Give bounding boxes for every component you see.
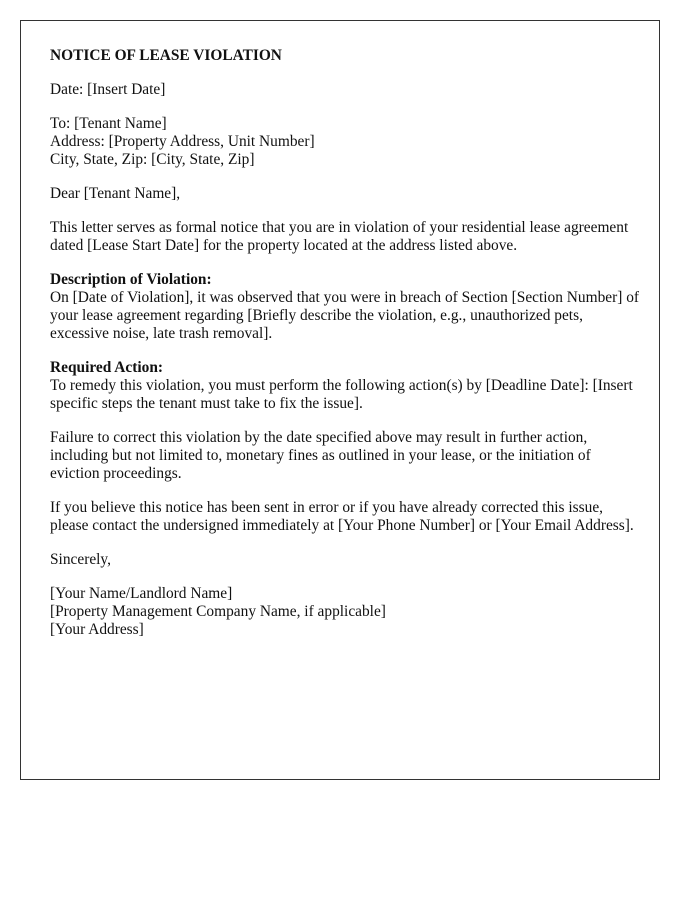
violation-heading: Description of Violation: [50,271,212,288]
violation-body: On [Date of Violation], it was observed that you were in breach of Section [Section Number] of your lease agreement regarding [Briefly describe the violation, e.g., unauthorized pets, excessive noise, late trash removal]. [50,289,640,342]
action-section [50,359,640,413]
salutation: Dear [Tenant Name], [50,185,181,202]
signature-address: [Your Address] [50,621,144,638]
signature-name: [Your Name/Landlord Name] [50,585,233,602]
action-body: To remedy this violation, you must perform the following action(s) by [Deadline Date]: [Insert specific steps the tenant must take to fix the issue]. [50,377,633,412]
letter-title: NOTICE OF LEASE VIOLATION [50,47,282,64]
action-heading: Required Action: [50,359,164,376]
consequence-paragraph: Failure to correct this violation by the date specified above may result in further action, including but not limited to, monetary fines as outlined in your lease, or the initiation of eviction proceedings. [50,429,591,482]
letter-content [50,47,640,655]
date-line: Date: [Insert Date] [50,81,166,98]
signature-block [50,585,640,639]
recipient-block [50,115,640,169]
recipient-to: To: [Tenant Name] [50,115,167,132]
recipient-city-state-zip: City, State, Zip: [City, State, Zip] [50,151,255,168]
violation-section [50,271,640,343]
recipient-address: Address: [Property Address, Unit Number] [50,133,315,150]
closing: Sincerely, [50,551,111,568]
letter-page [20,20,660,780]
contact-paragraph: If you believe this notice has been sent in error or if you have already corrected this issue, please contact the undersigned immediately at [Your Phone Number] or [Your Email Address]. [50,499,634,534]
signature-company: [Property Management Company Name, if applicable] [50,603,386,620]
intro-paragraph: This letter serves as formal notice that you are in violation of your residential lease agreement dated [Lease Start Date] for the property located at the address listed above. [50,219,629,254]
